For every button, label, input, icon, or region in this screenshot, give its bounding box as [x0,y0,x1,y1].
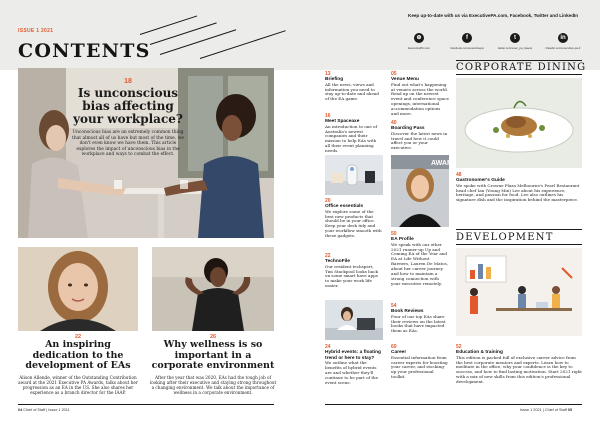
toc-item[interactable] [325,198,382,239]
dining-story[interactable] [456,172,582,203]
item-title: Education & training [456,350,503,355]
story-title: Why wellness is so important in a corporate environment [151,339,275,371]
item-title: Boarding Pass [391,126,425,131]
item-title: EA Profile [391,237,414,242]
toc-item[interactable] [325,344,382,386]
page-number: 52 [456,344,462,350]
item-summary: This edition is packed full of exclusive career advice from the best corporate mentors and experts. Learn how to meditate in the office, why your confidence is the key to success, and how to find lasting motivation. Start 2021 right with a mix of new skills from this edition's professional development. [456,354,582,385]
item-summary: Essential information from career experts for boosting your career, and stocking-up your professional toolkit. [391,354,448,380]
social-website[interactable] [398,33,440,50]
footer-rule [325,404,582,405]
toc-item[interactable] [391,71,449,117]
story-summary: Unconscious bias are an extremely common thing that almost all of us have but most of the time, we don't even know we have them. This article explores the impact of unconscious bias in the workplace and ways to combat the effect. [72,130,184,158]
toc-item[interactable] [391,344,449,380]
globe-icon: ⊕ [414,33,424,43]
page-number: 54 [391,303,397,309]
section-rule [456,244,582,245]
story-summary: After the year that was 2020, EAs had the tough job of looking after their executive and staying strong throughout a changing environment. We talk about the importance of wellness in a corporate environment. [149,374,277,396]
page-title: CONTENTS [18,40,151,62]
page-number: 40 [391,120,397,126]
story-summary: Alison Allende, winner of the Outstanding Contribution award at the 2021 Executive PA Awards, talks about her progression as an EA in the US. She also shares her experience as a branch director for the IAAP. [18,374,138,396]
linkedin-icon: in [558,33,568,43]
footer-left-text: Chief of Staff | Issue 1 2011 [23,408,70,412]
item-summary: We spoke with Crowne Plaza Melbourne's Pearl Restaurant head chef Ian (Young Min) Lee about his experience, heritage, and passion for food. Lee also outlines his signature dish and the inspiration behind the masterpiece. [456,182,580,203]
toc-item[interactable] [325,253,382,289]
social-facebook[interactable] [446,33,488,50]
wellness-photo-art [152,247,274,331]
portrait-photo[interactable] [18,247,138,331]
item-summary: We speak with our other 2021 runner-up Up and Coming EA of the Year and EA at Life Without Barriers, Lauren De Matos, about her career journey and how to maintain a strong connection with your executive remotely. [391,241,449,286]
item-summary: Our resident techspert, Tim Stackpool looks back on some smart have apps to make your work life easier. [325,263,379,289]
footer-right [520,408,572,412]
article-inspiring[interactable] [18,334,138,396]
decorative-line [160,29,236,55]
footer-right-text: Issue 1 2021 | Chief of Staff [520,408,567,412]
page-number: 22 [74,334,82,340]
facebook-icon: f [462,33,472,43]
footer-rule [18,404,274,405]
page-number: 60 [391,344,397,350]
toc-item[interactable] [391,231,449,287]
portrait-photo-art [18,247,138,331]
decorative-line [150,22,217,45]
page-number: 18 [124,78,132,85]
page-number: 50 [391,231,397,237]
social-label: facebook.com/executivepa [450,46,484,50]
item-summary: Four of our top EAs share their reviews on the latest books that have impacted them as EAs. [391,313,446,334]
development-illustration[interactable] [456,248,582,336]
social-label: twitter.com/exec_pa_tweets [497,46,533,50]
item-title: TechnoFile [325,259,350,264]
page-number: 16 [325,113,331,119]
item-title: Meet Spaceaxe [325,119,360,124]
section-heading-dining: CORPORATE DINING [456,62,587,73]
office-essentials-photo[interactable] [325,155,383,195]
office-photo-art [325,155,383,195]
item-title: Office essentials [325,204,364,209]
item-summary: We explore some of the best new products that should be in your office. Keep your desk tidy and your workflow smooth with these gadgets. [325,208,382,239]
dining-photo[interactable] [456,78,582,168]
page-number: 05 [391,71,397,77]
hybrid-photo-art [325,300,383,340]
item-summary: Discover the latest news in travel and how it could affect you or your executive. [391,130,448,151]
item-title: Book Reviews [391,309,424,314]
keep-up-line: Keep up-to-date with us via ExecutivePA.com, Facebook, Twitter and LinkedIn [408,13,579,18]
story-title: Is unconscious bias affecting your workplace? [73,86,183,126]
social-linkedin[interactable] [542,33,584,50]
section-rule [456,229,582,230]
issue-label: ISSUE 1 2021 [18,28,54,34]
decorative-line [200,30,286,59]
ea-profile-photo[interactable] [391,155,452,227]
social-label: linkedin.com/executive-pa-3 [545,46,581,50]
page-number: 13 [325,71,331,77]
item-title: Venue Menu [391,77,419,82]
item-summary: An introduction to one of Australia's newest companies and their mission to help EAs with all their event planning needs. [325,123,378,154]
toc-item[interactable] [325,113,382,154]
development-illustration-art [456,248,582,336]
footer-left [18,408,70,412]
item-title: Career [391,350,407,355]
folio-left: 04 [18,408,23,412]
page-number: 48 [456,172,462,178]
twitter-icon: t [510,33,520,43]
folio-right: 05 [567,408,573,412]
item-summary: We outline what the benefits of hybrid events are and whether they'll continue to be part of the event scene. [325,360,379,385]
page-number: 26 [209,334,217,340]
section-rule [456,60,582,61]
social-label: ExecutivePA.com [408,46,430,50]
dining-photo-art [456,78,582,168]
article-wellness[interactable] [148,334,278,396]
social-twitter[interactable] [494,33,536,50]
toc-item[interactable] [391,120,449,151]
svg-text:AWAR: AWAR [431,160,452,167]
development-story[interactable] [456,344,582,385]
section-rule [456,74,582,75]
wellness-photo[interactable] [152,247,274,331]
page-number: 24 [325,344,331,350]
item-title: Hybrid events: a floating trend or here to stay? [325,350,381,361]
hybrid-events-photo[interactable] [325,300,383,340]
section-heading-development: DEVELOPMENT [456,232,554,243]
item-title: Gastronomer's Guide [456,178,505,183]
story-title: An inspiring dedication to the development of EAs [25,339,131,371]
item-summary: All the news, views and information you need to stay up-to-date and ahead of the EA game. [325,81,379,102]
item-title: Briefing [325,77,344,82]
hero-story[interactable] [70,78,186,158]
toc-item[interactable] [325,71,382,102]
page-number: 20 [325,198,331,204]
page-number: 22 [325,253,331,259]
toc-item[interactable] [391,303,449,334]
item-summary: Find out what's happening at venues across the world. Read up on the newest event and conference space openings, international accommodation options and more. [391,81,449,117]
ea-profile-art [391,155,452,227]
